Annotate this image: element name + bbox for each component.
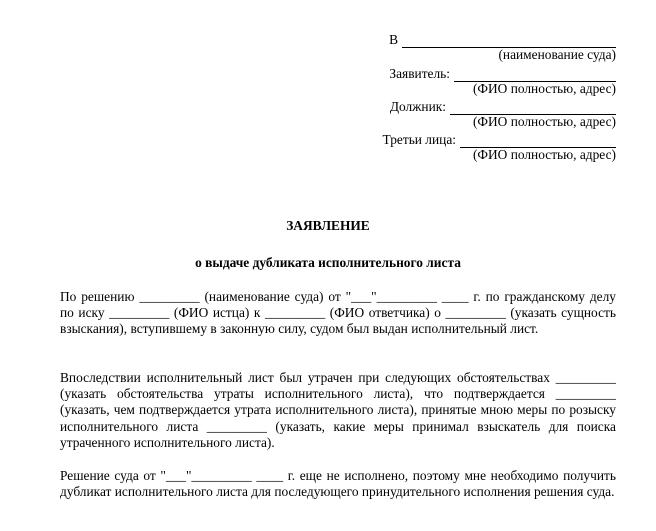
court-hint: (наименование суда) [498,47,616,62]
third-parties-line [383,128,616,148]
document-title: ЗАЯВЛЕНИЕ [286,218,370,233]
debtor-blank [450,99,616,115]
paragraph-loss-circumstances: Впоследствии исполнительный лист был утрачен при следующих обстоятельствах _________ (указать обстоятельства утраты исполнительного листа), что подтверждается _________ (указать, чем подтверждается утрата исполнительного листа), принятые мною меры по розыску исполнительного листа _________ (указать, какие меры принимал взыскатель для поиска утраченного исполнительного листа). [60,370,616,450]
third-parties-blank [460,132,616,148]
court-prefix: В [389,32,398,47]
debtor-hint: (ФИО полностью, адрес) [472,114,616,129]
debtor-line [390,95,616,115]
debtor-label: Должник: [389,99,446,114]
applicant-hint: (ФИО полностью, адрес) [472,81,616,96]
paragraph-request: Решение суда от "___"_________ ____ г. еще не исполнено, поэтому мне необходимо получить дубликат исполнительного листа для последующего принудительного исполнения решения суда. [60,468,616,500]
applicant-blank [454,66,616,82]
third-parties-label: Третьи лица: [382,132,456,147]
paragraph-court-decision: По решению _________ (наименование суда) от "___"_________ ____ г. по гражданскому делу по иску _________ (ФИО истца) к _________ (ФИО ответчика) о _________ (указать сущность взыскания), вступившему в законную силу, судом был выдан исполнительный лист. [60,289,616,337]
document-subtitle: о выдаче дубликата исполнительного листа [195,255,461,270]
applicant-label: Заявитель: [389,66,450,81]
court-line [389,28,616,48]
applicant-line [389,62,616,82]
third-parties-hint: (ФИО полностью, адрес) [472,147,616,162]
court-name-blank [402,32,616,48]
